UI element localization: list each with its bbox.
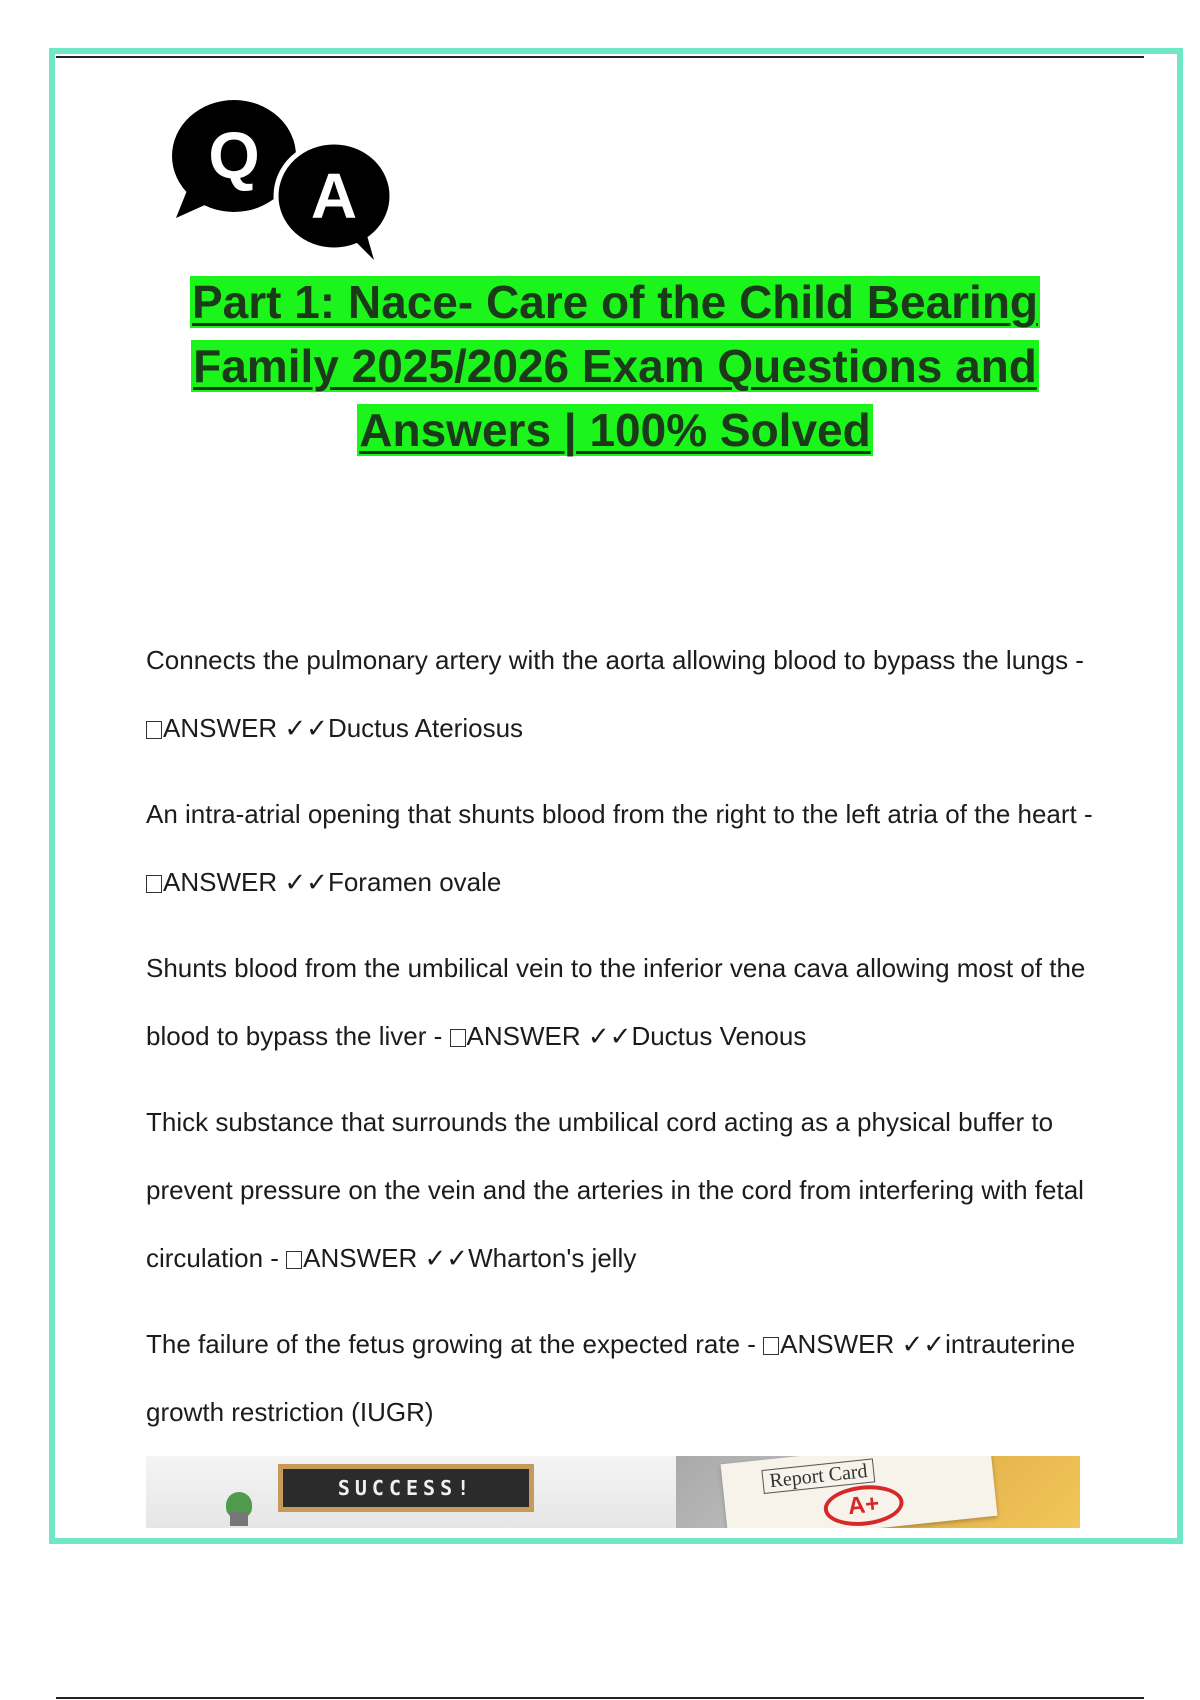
report-card-image bbox=[676, 1456, 1080, 1528]
missing-glyph-icon bbox=[763, 1337, 779, 1355]
title-line-2: Family 2025/2026 Exam Questions and bbox=[193, 340, 1037, 392]
report-card bbox=[721, 1456, 998, 1528]
check-icon: ✓✓ bbox=[424, 1243, 469, 1273]
check-icon: ✓✓ bbox=[587, 1021, 632, 1051]
answer-text: intrauterine growth restriction (IUGR) bbox=[146, 1329, 1076, 1427]
qa-logo-icon bbox=[168, 92, 408, 260]
missing-glyph-icon bbox=[146, 721, 162, 739]
footer-banner-image bbox=[146, 1456, 1080, 1528]
question-text: Shunts blood from the umbilical vein to the inferior vena cava allowing most of the blood to bypass the liver - bbox=[146, 953, 1086, 1051]
pot-icon bbox=[230, 1512, 248, 1526]
grade-stamp: A+ bbox=[822, 1482, 906, 1528]
top-divider bbox=[56, 56, 1144, 58]
question-text: The failure of the fetus growing at the expected rate - bbox=[146, 1329, 764, 1359]
answer-label: ANSWER bbox=[466, 1021, 581, 1051]
q-letter: Q bbox=[208, 118, 260, 192]
check-icon: ✓✓ bbox=[284, 713, 328, 743]
question-text: An intra-atrial opening that shunts blood from the right to the left atria of the heart - bbox=[146, 799, 1093, 829]
bottom-divider bbox=[56, 1697, 1144, 1699]
answer-label: ANSWER bbox=[303, 1243, 418, 1273]
answer-text: Foramen ovale bbox=[327, 867, 502, 897]
answer-text: Ductus Venous bbox=[631, 1021, 807, 1051]
title-line-3: Answers | 100% Solved bbox=[359, 404, 871, 456]
missing-glyph-icon bbox=[146, 875, 162, 893]
missing-glyph-icon bbox=[286, 1251, 302, 1269]
chalkboard bbox=[278, 1464, 534, 1512]
check-icon: ✓✓ bbox=[284, 867, 328, 897]
answer-label: ANSWER bbox=[163, 713, 278, 743]
qa-item bbox=[146, 934, 1096, 1070]
qa-list bbox=[146, 626, 1096, 1464]
qa-item bbox=[146, 1310, 1096, 1446]
qa-item bbox=[146, 626, 1096, 762]
success-board-image bbox=[146, 1456, 676, 1528]
page-title bbox=[150, 270, 1080, 462]
qa-item bbox=[146, 1088, 1096, 1292]
title-line-1: Part 1: Nace- Care of the Child Bearing bbox=[191, 276, 1039, 328]
answer-text: Wharton's jelly bbox=[468, 1243, 637, 1273]
missing-glyph-icon bbox=[450, 1029, 466, 1047]
report-card-title: Report Card bbox=[761, 1458, 875, 1494]
answer-text: Ductus Ateriosus bbox=[327, 713, 524, 743]
answer-label: ANSWER bbox=[163, 867, 278, 897]
board-text: SUCCESS! bbox=[337, 1476, 475, 1500]
question-text: Connects the pulmonary artery with the aorta allowing blood to bypass the lungs - bbox=[146, 645, 1084, 675]
a-letter: A bbox=[310, 160, 358, 232]
question-text: Thick substance that surrounds the umbilical cord acting as a physical buffer to prevent pressure on the vein and the arteries in the cord from interfering with fetal circulation - bbox=[146, 1107, 1084, 1273]
a-bubble-icon bbox=[276, 142, 392, 260]
answer-label: ANSWER bbox=[780, 1329, 895, 1359]
qa-item bbox=[146, 780, 1096, 916]
check-icon: ✓✓ bbox=[901, 1329, 946, 1359]
